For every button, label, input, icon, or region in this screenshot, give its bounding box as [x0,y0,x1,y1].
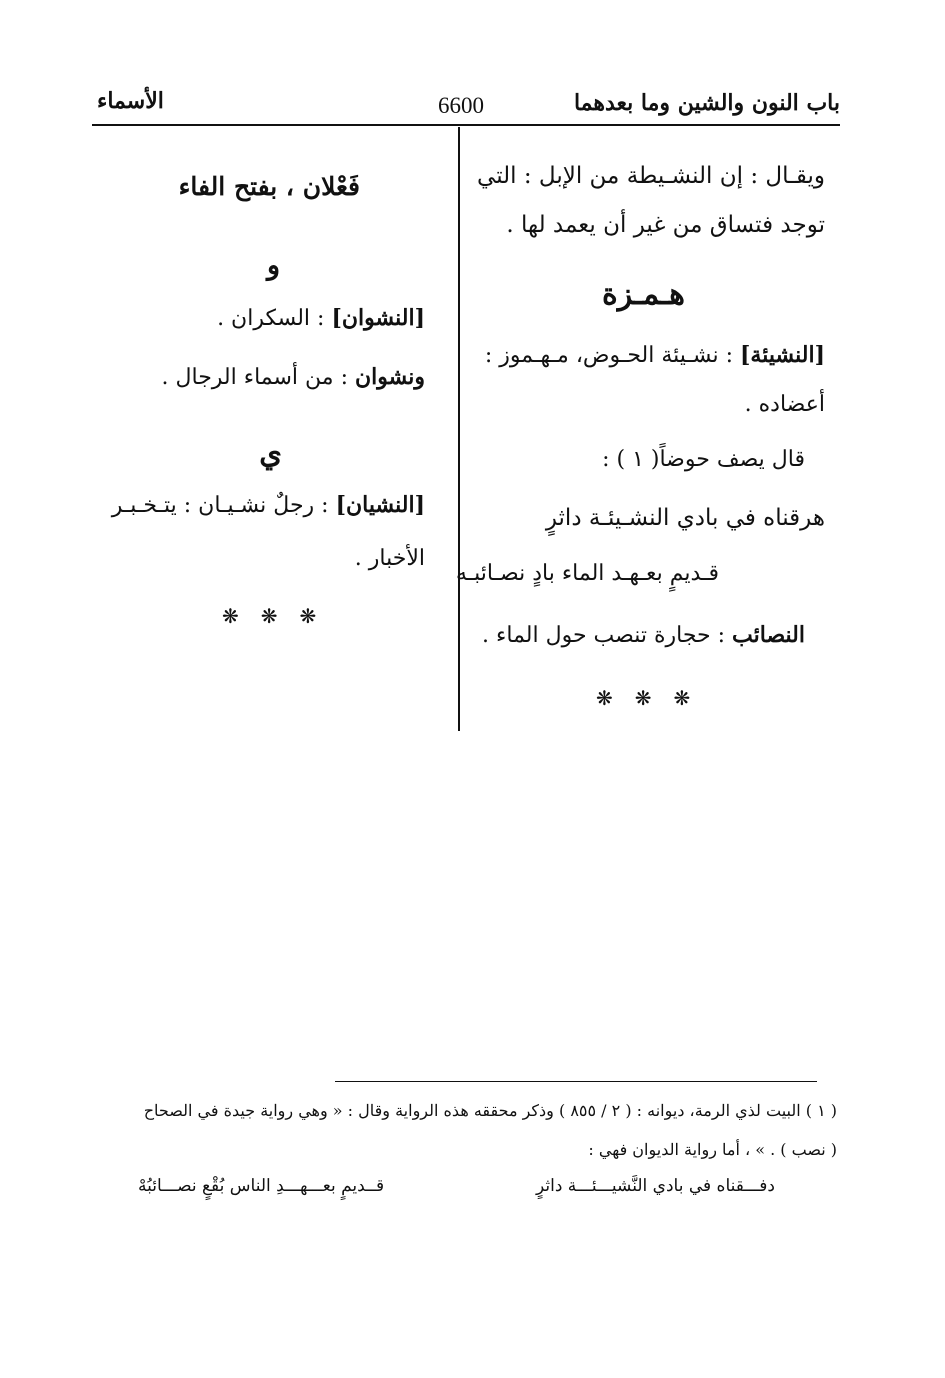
right-col-line-2: توجد فتساق من غير أن يعمد لها . [506,212,825,238]
entry-definition: : حجارة تنصب حول الماء . [482,623,726,648]
entry-term: [النشوان] [331,305,425,331]
right-col-line-4: أعضاده . [744,392,825,417]
entry-term: ونشوان [354,364,425,390]
header-rule [92,124,840,126]
section-heading-falan: فَعْلان ، بفتح الفاء [178,172,360,201]
entry-nashwan [217,305,425,331]
entry-nashyan-cont: الأخبار . [354,546,425,571]
quote-intro: قال يصف حوضاً( ١ ) : [602,447,805,472]
footnote-line-1: ( ١ ) البيت لذي الرمة، ديوانه : ( ٢ / ٨٥٥ ) وذكر محققه هذه الرواية وقال : « وهي رواية جيدة في الصحاح [143,1101,837,1120]
letter-heading-waw: و [266,250,280,281]
section-heading-hamza: هـمـزة [601,277,685,312]
footnote-line-2: ( نصب ) . » ، أما رواية الديوان فهي : [588,1140,837,1159]
footnote-verse-first-hemistich: دفـــقناه في بادي النَّشيـــئـــة داثرٍ [535,1176,775,1196]
footnote-verse-second-hemistich: قــديمٍ بعـــهـــدِ الناس بُقْعٍ نصـــائبُهْ [138,1176,385,1196]
running-header-chapter: باب النون والشين وما بعدهما [573,90,840,116]
entry-definition: : السكران . [217,306,325,331]
entry-nasaib [482,622,805,648]
running-header-section: الأسماء [97,88,164,114]
entry-term: النصائب [732,622,805,648]
entry-nashwan-name [162,364,425,390]
right-col-line-1: ويقـال : إن النشـيطة من الإبل : التي [477,163,825,189]
letter-heading-ya: ي [259,436,282,470]
verse-line-2: قـديمٍ بعـهـد الماء بادٍ نصـائبـه [455,561,719,586]
entry-term: [النشيان] [335,492,425,518]
entry-definition: : رجلٌ نشـيـان : يتـخـبـر [111,493,329,518]
entry-definition: : نشـيئة الحـوض، مـهـموز : [484,343,734,368]
verse-line-1: هرقناه في بادي النشـيئـة داثرٍ [545,505,825,531]
entry-nashia [485,342,825,368]
column-divider [458,127,460,731]
section-separator-stars: ❋❋❋ [222,604,339,628]
entry-definition: : من أسماء الرجال . [161,365,348,390]
section-separator-stars: ❋❋❋ [596,686,713,710]
entry-nashyan [112,492,425,518]
footnote-rule [335,1081,817,1082]
entry-term: [النشيئة] [740,342,825,368]
page-number: 6600 [438,93,484,118]
